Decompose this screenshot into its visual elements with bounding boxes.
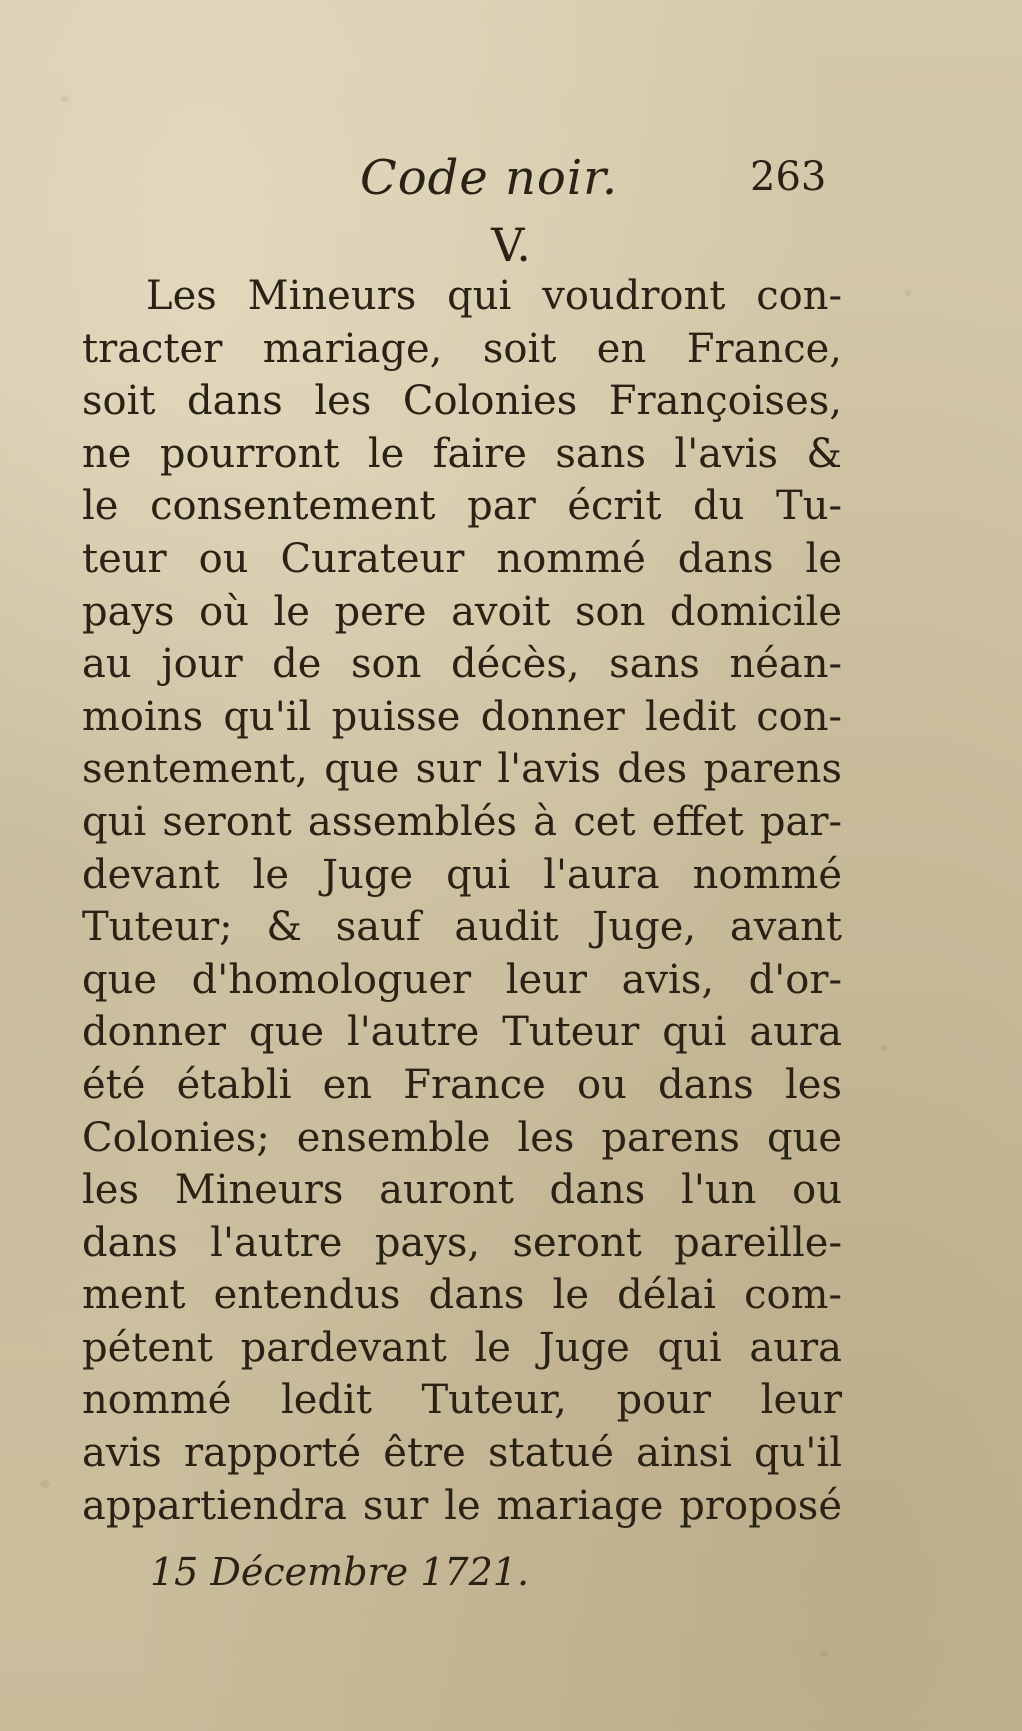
- running-head: [360, 150, 880, 210]
- article-body: [82, 270, 842, 1532]
- text-line: Tuteur; & sauf audit Juge, avant: [82, 904, 842, 951]
- running-title: Code noir.: [360, 150, 619, 206]
- text-line: Les Mineurs qui voudront con-: [146, 273, 842, 319]
- text-line: sentement, que sur l'avis des parens: [82, 746, 842, 793]
- text-line: ment entendus dans le délai com-: [82, 1272, 842, 1319]
- text-line: dans l'autre pays, seront pareille-: [82, 1219, 842, 1266]
- text-line: moins qu'il puisse donner ledit con-: [82, 693, 842, 740]
- text-line: le consentement par écrit du Tu-: [82, 483, 842, 530]
- text-line: Colonies; ensemble les parens que: [82, 1114, 842, 1161]
- text-line: devant le Juge qui l'aura nommé: [82, 851, 842, 898]
- text-line: soit dans les Colonies Françoises,: [82, 378, 842, 425]
- article-number: V.: [491, 218, 531, 272]
- text-line: nommé ledit Tuteur, pour leur: [82, 1377, 842, 1424]
- footer-date: 15 Décembre 1721.: [150, 1550, 530, 1594]
- paper-spot: [60, 95, 69, 102]
- text-line: qui seront assemblés à cet effet par-: [82, 798, 842, 845]
- paper-spot: [40, 1480, 50, 1488]
- page-number: 263: [750, 154, 827, 200]
- paper-spot: [820, 1650, 828, 1657]
- text-line: avis rapporté être statué ainsi qu'il: [82, 1430, 842, 1477]
- text-line: ne pourront le faire sans l'avis &: [82, 430, 842, 477]
- text-line: au jour de son décès, sans néan-: [82, 641, 842, 688]
- paper-spot: [905, 290, 911, 296]
- paper-spot: [880, 1045, 887, 1051]
- text-line: pétent pardevant le Juge qui aura: [82, 1324, 842, 1371]
- text-line: tracter mariage, soit en France,: [82, 325, 842, 372]
- text-line: que d'homologuer leur avis, d'or-: [82, 956, 842, 1003]
- text-line: les Mineurs auront dans l'un ou: [82, 1167, 842, 1214]
- text-line: été établi en France ou dans les: [82, 1061, 842, 1108]
- text-line: donner que l'autre Tuteur qui aura: [82, 1009, 842, 1056]
- text-line: appartiendra sur le mariage proposé: [82, 1482, 842, 1529]
- text-line: teur ou Curateur nommé dans le: [82, 535, 842, 582]
- text-line: pays où le pere avoit son domicile: [82, 588, 842, 635]
